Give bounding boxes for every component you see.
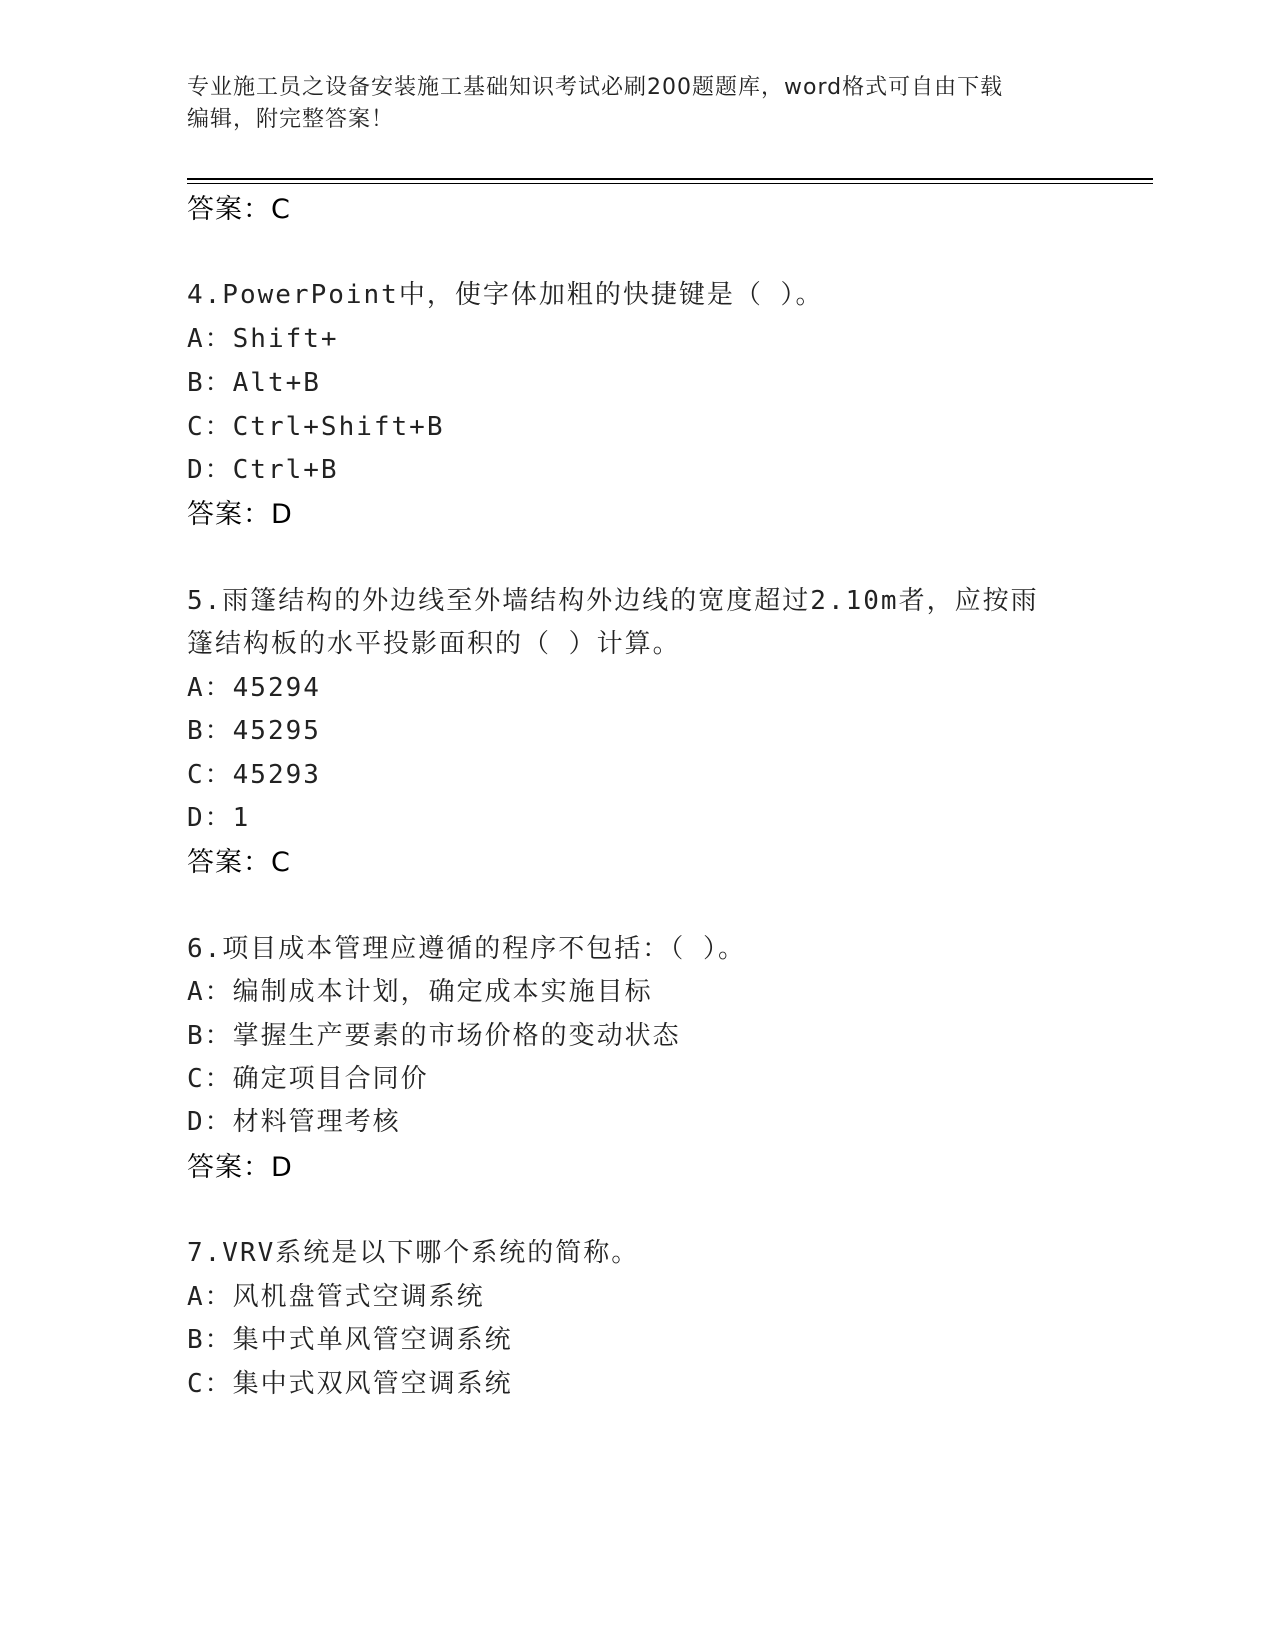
header-line-2: 编辑，附完整答案！ — [187, 107, 395, 132]
question-title: 6.项目成本管理应遵循的程序不包括：（ ）。 — [187, 934, 746, 964]
answer-line: 答案：C — [187, 194, 291, 225]
option-a: A：Shift+ — [187, 324, 339, 354]
document-header — [187, 72, 1087, 136]
option-a: A：风机盘管式空调系统 — [187, 1282, 485, 1312]
question-title: 4.PowerPoint中，使字体加粗的快捷键是（ ）。 — [187, 280, 824, 310]
question-title: 5.雨篷结构的外边线至外墙结构外边线的宽度超过2.10m者，应按雨 — [187, 586, 1039, 616]
option-b: B：掌握生产要素的市场价格的变动状态 — [187, 1021, 681, 1051]
option-b: B：Alt+B — [187, 368, 321, 398]
answer-line: 答案：C — [187, 847, 291, 878]
option-d: D：Ctrl+B — [187, 455, 339, 485]
answer-line: 答案：D — [187, 499, 293, 530]
header-divider-thin — [187, 183, 1153, 184]
option-a: A：45294 — [187, 673, 321, 703]
option-c: C：集中式双风管空调系统 — [187, 1369, 513, 1399]
option-b: B：集中式单风管空调系统 — [187, 1325, 513, 1355]
header-divider-thick — [187, 178, 1153, 180]
option-d: D：1 — [187, 803, 251, 833]
option-a: A：编制成本计划，确定成本实施目标 — [187, 977, 653, 1007]
option-c: C：确定项目合同价 — [187, 1064, 429, 1094]
option-d: D：材料管理考核 — [187, 1107, 401, 1137]
answer-line: 答案：D — [187, 1152, 293, 1183]
option-b: B：45295 — [187, 716, 321, 746]
question-title: 7.VRV系统是以下哪个系统的简称。 — [187, 1238, 640, 1268]
header-line-1: 专业施工员之设备安装施工基础知识考试必刷200题题库，word格式可自由下载 — [187, 75, 1004, 100]
question-title-continued: 篷结构板的水平投影面积的（ ）计算。 — [187, 629, 681, 659]
option-c: C：Ctrl+Shift+B — [187, 412, 445, 442]
option-c: C：45293 — [187, 760, 321, 790]
